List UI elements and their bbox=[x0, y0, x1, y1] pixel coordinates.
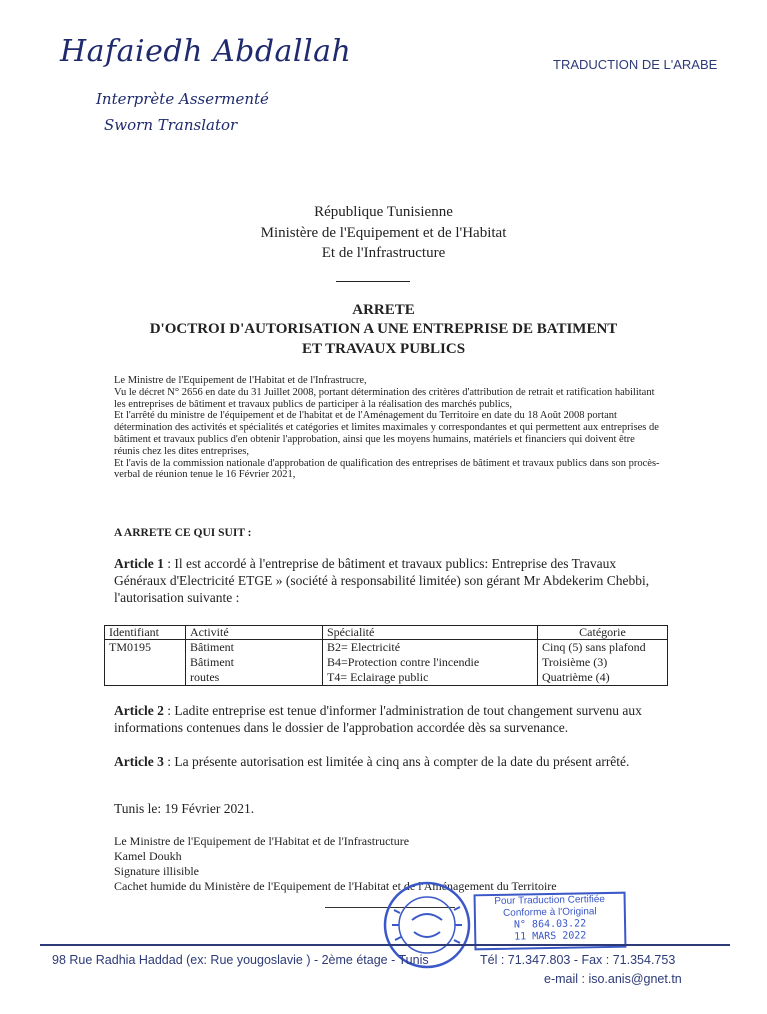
translator-title-en: Sworn Translator bbox=[104, 116, 238, 134]
footer-divider bbox=[40, 944, 730, 946]
country-name: République Tunisienne bbox=[314, 204, 453, 220]
table-cell: routes bbox=[186, 670, 323, 686]
translator-title-fr: Interprète Assermenté bbox=[96, 90, 269, 108]
article-1-text: : Il est accordé à l'entreprise de bâtiment et travaux publics: Entreprise des Travaux Généraux d'Electricité ETGE » (société à responsabilité limitée) son gérant Mr Abdekerim Chebbi, l'autorisation suivante : bbox=[114, 556, 650, 605]
translation-note: TRADUCTION DE L'ARABE bbox=[553, 57, 718, 72]
preamble-line: Et l'avis de la commission nationale d'approbation de qualification des entreprises de bâtiment et travaux publics dans son procès-verbal de réunion tenue le 16 Février 2021, bbox=[114, 457, 660, 481]
stamp-date: 11 MARS 2022 bbox=[514, 930, 587, 943]
article-2 bbox=[114, 702, 662, 736]
table-row bbox=[105, 670, 668, 686]
table-cell: Troisième (3) bbox=[538, 655, 668, 670]
stamp-line: Conforme à l'Original bbox=[502, 906, 597, 919]
table-row bbox=[105, 655, 668, 670]
column-header: Identifiant bbox=[105, 626, 186, 640]
article-2-text: : Ladite entreprise est tenue d'informer l'administration de tout changement survenu aux informations contenues dans le dossier de l'approbation accordée dès sa survenance. bbox=[114, 703, 642, 735]
closing-line: Kamel Doukh bbox=[114, 849, 182, 863]
article-1 bbox=[114, 555, 662, 606]
closing-line: Le Ministre de l'Equipement de l'Habitat et de l'Infrastructure bbox=[114, 834, 410, 848]
column-header: Catégorie bbox=[538, 626, 668, 640]
column-header: Activité bbox=[186, 626, 323, 640]
preamble-line: Et l'arrêté du ministre de l'équipement et de l'habitat et de l'Aménagement du Territoire en date du 18 Août 2008 portant détermination des activités et spécialités et catégories et limites maximales y correspondantes et qui permettent aux entreprises de bâtiment et travaux publics d'en obtenir l'approbation, ainsi que les moyens humains, matériels et financiers qui doivent être réunis chez les dites entreprises, bbox=[114, 410, 659, 457]
column-header: Spécialité bbox=[323, 626, 538, 640]
article-1-label: Article 1 bbox=[114, 556, 164, 571]
article-3-text: : La présente autorisation est limitée à cinq ans à compter de la date du présent arrêté. bbox=[163, 754, 630, 769]
translator-name: Hafaiedh Abdallah bbox=[60, 34, 352, 69]
footer-email: e-mail : iso.anis@gnet.tn bbox=[544, 972, 682, 986]
document-title-line2: D'OCTROI D'AUTORISATION A UNE ENTREPRISE DE BATIMENT bbox=[149, 321, 618, 337]
table-cell: Quatrième (4) bbox=[538, 670, 668, 686]
table-cell: B4=Protection contre l'incendie bbox=[323, 655, 538, 670]
table-header-row bbox=[105, 626, 668, 640]
preamble-line: Le Ministre de l'Equipement de l'Habitat et de l'Infrastrucre, bbox=[114, 375, 367, 386]
table-cell: Cinq (5) sans plafond bbox=[538, 640, 668, 656]
stamp-line: Pour Traduction Certifiée bbox=[494, 894, 606, 907]
table-cell: Bâtiment bbox=[186, 655, 323, 670]
closing-line: Cachet humide du Ministère de l'Equipement de l'Habitat et de l'Aménagement du Territoire bbox=[114, 879, 557, 893]
table-cell: TM0195 bbox=[105, 640, 186, 656]
ministry-infra: Et de l'Infrastructure bbox=[321, 245, 446, 261]
authorization-table bbox=[104, 625, 668, 686]
stamp-number: N° 864.03.22 bbox=[513, 918, 587, 931]
table-cell: Bâtiment bbox=[186, 640, 323, 656]
document-title: ARRETE bbox=[352, 302, 415, 318]
footer-phone: Tél : 71.347.803 - Fax : 71.354.753 bbox=[480, 953, 676, 967]
date-line: Tunis le: 19 Février 2021. bbox=[114, 801, 255, 816]
ministry-name: Ministère de l'Equipement et de l'Habitat bbox=[260, 225, 507, 241]
table-cell: B2= Electricité bbox=[323, 640, 538, 656]
footer-address: 98 Rue Radhia Haddad (ex: Rue yougoslavie ) - 2ème étage - Tunis bbox=[52, 953, 429, 967]
table-cell: T4= Eclairage public bbox=[323, 670, 538, 686]
arrete-heading: A ARRETE CE QUI SUIT : bbox=[114, 527, 252, 539]
table-cell bbox=[105, 655, 186, 670]
table-row bbox=[105, 640, 668, 656]
table-cell bbox=[105, 670, 186, 686]
article-2-label: Article 2 bbox=[114, 703, 164, 718]
article-3-label: Article 3 bbox=[114, 754, 164, 769]
certification-stamp bbox=[474, 892, 627, 951]
header-divider bbox=[336, 281, 410, 282]
closing-line: Signature illisible bbox=[114, 864, 199, 878]
preamble bbox=[114, 375, 662, 481]
article-3 bbox=[114, 753, 662, 770]
preamble-line: Vu le décret N° 2656 en date du 31 Juillet 2008, portant détermination des critères d'attribution de retrait et ratification habilitant les entreprises de bâtiment et travaux publics de participer à la réalisation des marchés publics, bbox=[114, 386, 655, 410]
document-title-line3: ET TRAVAUX PUBLICS bbox=[301, 341, 466, 357]
